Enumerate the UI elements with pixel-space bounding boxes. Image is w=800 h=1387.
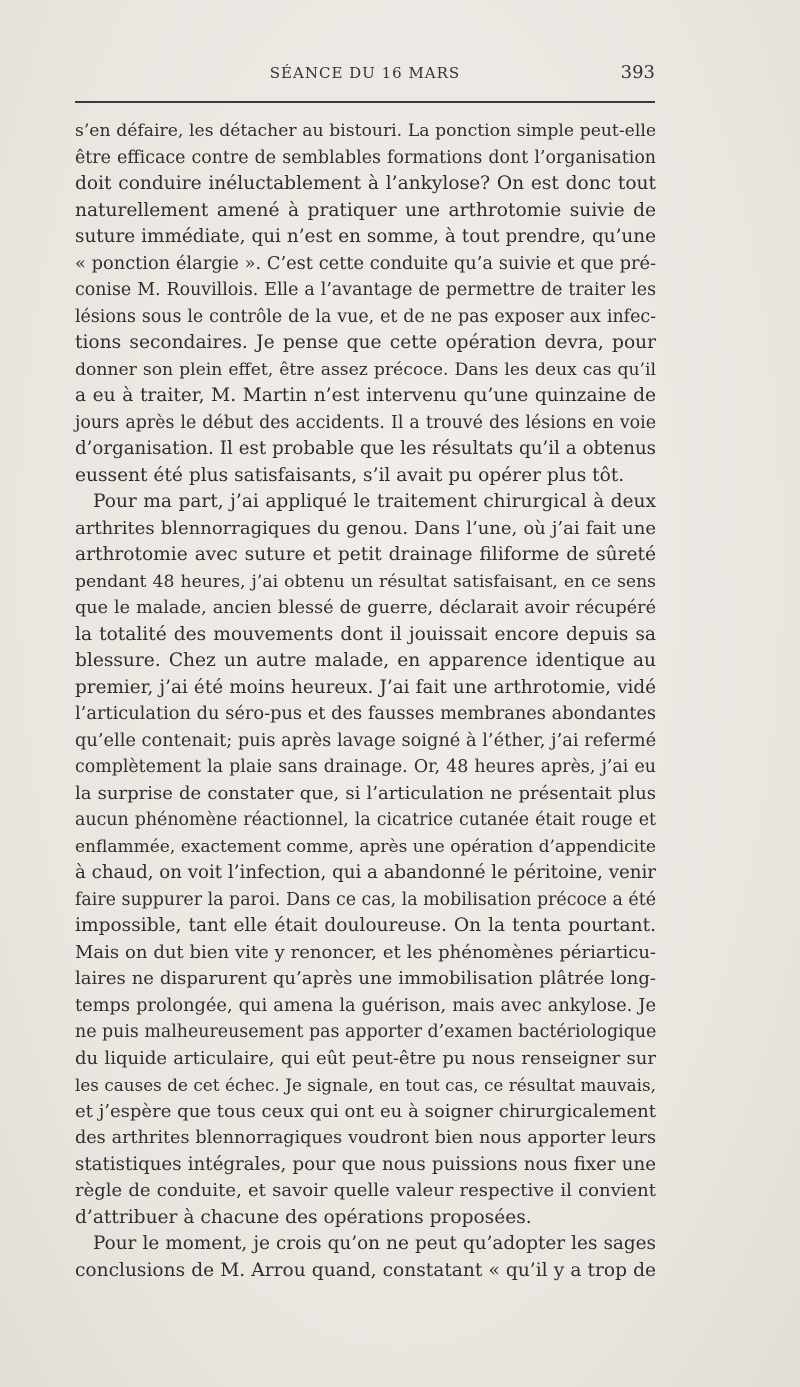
text-line: jours après le début des accidents. Il a trouvé des lésions en voie — [75, 412, 656, 433]
paragraph-1 — [75, 118, 656, 489]
page-number: 393 — [620, 62, 655, 83]
running-title: SÉANCE DU 16 MARS — [269, 64, 461, 82]
text-line: Pour ma part, j’ai appliqué le traitement chirurgical à deux — [93, 491, 656, 512]
text-line: à chaud, on voit l’infection, qui a abandonné le péritoine, venir — [75, 862, 656, 883]
text-line: lésions sous le contrôle de la vue, et de ne pas exposer aux infec- — [75, 306, 656, 327]
text-line: règle de conduite, et savoir quelle valeur respective il convient — [75, 1180, 656, 1201]
text-line: suture immédiate, qui n’est en somme, à tout prendre, qu’une — [75, 226, 656, 247]
paragraph-3 — [75, 1231, 656, 1284]
text-line: « ponction élargie ». C’est cette conduite qu’a suivie et que pré- — [75, 252, 656, 274]
text-line: eussent été plus satisfaisants, s’il avait pu opérer plus tôt. — [75, 464, 625, 486]
text-line: donner son plein effet, être assez précoce. Dans les deux cas qu’il — [75, 359, 656, 380]
header-rule — [75, 101, 655, 103]
text-line: aucun phénomène réactionnel, la cicatrice cutanée était rouge et — [75, 810, 656, 830]
text-line: que le malade, ancien blessé de guerre, déclarait avoir récupéré — [75, 598, 656, 618]
text-line: Mais on dut bien vite y renoncer, et les phénomènes périarticu- — [75, 941, 656, 963]
text-line: blessure. Chez un autre malade, en apparence identique au — [75, 650, 656, 671]
text-line: statistiques intégrales, pour que nous puissions nous fixer une — [75, 1153, 656, 1175]
text-line: faire suppurer la paroi. Dans ce cas, la mobilisation précoce a été — [75, 889, 656, 910]
text-line: la totalité des mouvements dont il jouissait encore depuis sa — [75, 623, 656, 645]
text-line: du liquide articulaire, qui eût peut-être pu nous renseigner sur — [75, 1047, 656, 1069]
text-line: conclusions de M. Arrou quand, constatant « qu’il y a trop de — [75, 1259, 656, 1281]
paragraph-2 — [75, 489, 656, 1231]
text-line: des arthrites blennorragiques voudront bien nous apporter leurs — [75, 1128, 656, 1148]
text-line: d’organisation. Il est probable que les résultats qu’il a obtenus — [75, 438, 656, 459]
text-line: temps prolongée, qui amena la guérison, mais avec ankylose. Je — [75, 994, 656, 1016]
text-line: arthrotomie avec suture et petit drainage filiforme de sûreté — [75, 544, 656, 565]
text-line: d’attribuer à chacune des opérations proposées. — [75, 1206, 532, 1228]
text-line: impossible, tant elle était douloureuse. On la tenta pourtant. — [75, 915, 656, 936]
text-line: s’en défaire, les détacher au bistouri. La ponction simple peut-elle — [75, 121, 656, 141]
text-line: tions secondaires. Je pense que cette opération devra, pour — [75, 332, 656, 353]
text-line: et j’espère que tous ceux qui ont eu à soigner chirurgicalement — [75, 1100, 656, 1122]
text-line: qu’elle contenait; puis après lavage soigné à l’éther, j’ai refermé — [75, 729, 657, 751]
text-line: l’articulation du séro-pus et des fausses membranes abondantes — [75, 703, 656, 724]
text-line: les causes de cet échec. Je signale, en tout cas, ce résultat mauvais, — [75, 1075, 656, 1095]
text-line: enflammée, exactement comme, après une opération d’appendicite — [75, 836, 656, 857]
text-line: naturellement amené à pratiquer une arthrotomie suivie de — [75, 199, 656, 221]
text-line: ne puis malheureusement pas apporter d’examen bactériologique — [75, 1022, 657, 1042]
text-line: laires ne disparurent qu’après une immobilisation plâtrée long- — [75, 968, 656, 989]
text-line: complètement la plaie sans drainage. Or, 48 heures après, j’ai eu — [75, 757, 656, 777]
text-line: être efficace contre de semblables formations dont l’organisation — [75, 147, 656, 168]
text-line: pendant 48 heures, j’ai obtenu un résultat satisfaisant, en ce sens — [75, 571, 656, 592]
running-head — [75, 62, 655, 86]
text-line: doit conduire inéluctablement à l’ankylose? On est donc tout — [75, 173, 656, 194]
text-line: premier, j’ai été moins heureux. J’ai fait une arthrotomie, vidé — [75, 676, 656, 698]
text-line: a eu à traiter, M. Martin n’est intervenu qu’une quinzaine de — [75, 385, 656, 406]
text-line: conise M. Rouvillois. Elle a l’avantage de permettre de traiter les — [75, 280, 656, 300]
text-line: arthrites blennorragiques du genou. Dans l’une, où j’ai fait une — [75, 517, 656, 539]
text-line: la surprise de constater que, si l’articulation ne présentait plus — [75, 782, 656, 804]
text-line: Pour le moment, je crois qu’on ne peut qu’adopter les sages — [93, 1233, 656, 1254]
body-text — [75, 118, 656, 1284]
